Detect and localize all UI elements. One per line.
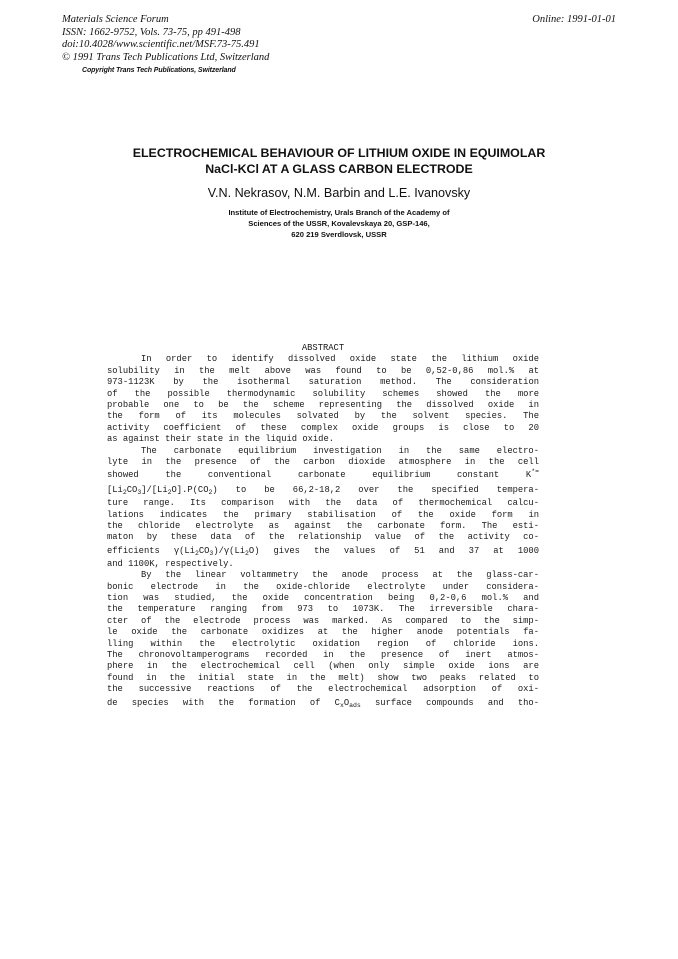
subscript: ads <box>349 701 361 709</box>
abstract-line: solubility in the melt above was found to be 0,52-0,86 mol.% at <box>107 365 539 376</box>
affiliation-line-1: Institute of Electrochemistry, Urals Branch of the Academy of <box>228 208 450 217</box>
abstract-text: efficients γ(Li <box>107 545 195 556</box>
abstract-line: lling within the electrolytic oxidation region of chloride ions. <box>107 638 539 649</box>
abstract-line: the chloride electrolyte as against the carbonate form. The esti- <box>107 521 539 532</box>
abstract-text: CO <box>126 485 138 496</box>
abstract-line-formula <box>107 544 539 559</box>
subscript: 2 <box>245 549 249 557</box>
subscript: 2 <box>194 549 199 557</box>
affiliation-line-2: Sciences of the USSR, Kovalevskaya 20, GSP-146, <box>248 219 430 229</box>
subscript: 2 <box>167 489 172 497</box>
abstract-line: lations indicates the primary stabilisation of the oxide form in <box>107 509 539 520</box>
abstract-line: le oxide the carbonate oxidizes at the higher anode potentials fa- <box>107 627 539 638</box>
subscript: x <box>339 701 344 709</box>
abstract-line: bonic electrode in the oxide-chloride electrolyte under considera- <box>107 581 539 592</box>
title-line-1: ELECTROCHEMICAL BEHAVIOUR OF LITHIUM OXIDE IN EQUIMOLAR <box>132 146 546 160</box>
title-line-2: NaCl-KCl AT A GLASS CARBON ELECTRODE <box>205 162 473 176</box>
abstract-line: and 1100K, respectively. <box>107 558 234 569</box>
issn-line: ISSN: 1662-9752, Vols. 73-75, pp 491-498 <box>62 26 241 38</box>
abstract-heading: ABSTRACT <box>301 343 345 353</box>
abstract-text: O <box>343 697 350 708</box>
subscript: 2 <box>122 489 127 497</box>
subscript: 3 <box>137 489 142 497</box>
doi-line: doi:10.4028/www.scientific.net/MSF.73-75.491 <box>62 39 260 51</box>
publisher-line: © 1991 Trans Tech Publications Ltd, Switzerland <box>62 51 270 63</box>
abstract-line: maton by these data of the relationship value of the activity co- <box>107 532 539 543</box>
abstract-line: cter of the electrode process was marked. As compared to the simp- <box>107 615 539 626</box>
abstract-text: ) to be 66,2-18,2 over the specified tempera- <box>212 485 539 496</box>
abstract-line-formula <box>107 696 539 711</box>
affiliation <box>0 207 678 241</box>
subscript: 2 <box>208 489 213 497</box>
abstract-text: surface compounds and tho- <box>360 697 539 708</box>
abstract-text: showed the conventional carbonate equilibrium constant K <box>107 470 532 481</box>
abstract-text: O].P(CO <box>171 485 209 496</box>
abstract-line: activity coefficient of these complex oxide groups is close to 20 <box>107 422 539 433</box>
abstract-line: of the possible thermodynamic solubility schemes showed the more <box>107 388 539 399</box>
abstract-section <box>107 343 539 711</box>
abstract-line: the temperature ranging from 973 to 1073K. The irreversible chara- <box>107 604 539 615</box>
copyright-line: Copyright Trans Tech Publications, Switzerland <box>82 67 236 75</box>
abstract-line-formula <box>107 483 539 498</box>
publication-header <box>62 14 616 78</box>
paper-title <box>0 145 678 177</box>
abstract-line: the form of its molecules solvated by the solvent species. The <box>107 411 539 422</box>
abstract-line-equation <box>107 468 539 483</box>
abstract-text: CO <box>198 545 210 556</box>
abstract-line: The carbonate equilibrium investigation in the same electro- <box>141 445 539 456</box>
abstract-line: 973-1123K by the isothermal saturation method. The consideration <box>107 377 539 388</box>
abstract-text: de species with the formation of C <box>107 697 340 708</box>
abstract-line: the successive reactions of the electrochemical adsorption of oxi- <box>107 684 539 695</box>
superscript: *= <box>531 468 539 476</box>
abstract-text: [Li <box>107 485 123 496</box>
subscript: 3 <box>209 549 214 557</box>
abstract-line: phere in the electrochemical cell (when only simple oxide ions are <box>107 661 539 672</box>
affiliation-line-3: 620 219 Sverdlovsk, USSR <box>291 230 387 240</box>
abstract-line: In order to identify dissolved oxide state the lithium oxide <box>141 354 539 365</box>
abstract-line: The chronovoltamperograms recorded in the presence of inert atmos- <box>107 650 539 660</box>
authors: V.N. Nekrasov, N.M. Barbin and L.E. Ivanovsky <box>207 186 471 200</box>
abstract-line: tion was studied, the oxide concentration being 0,2-0,6 mol.% and <box>107 593 539 604</box>
online-date: Online: 1991-01-01 <box>532 14 616 25</box>
abstract-line: as against their state in the liquid oxide. <box>107 434 334 445</box>
abstract-text: )/γ(Li <box>213 545 246 556</box>
abstract-line: lyte in the presence of the carbon dioxide atmosphere in the cell <box>107 456 539 467</box>
abstract-line: probable one to be the scheme representing the dissolved oxide in <box>107 399 539 410</box>
abstract-text: ]/[Li <box>141 485 168 496</box>
abstract-line: By the linear voltammetry the anode process at the glass-car- <box>141 570 539 581</box>
abstract-line: ture range. Its comparison with the data of thermochemical calcu- <box>107 498 539 509</box>
journal-name: Materials Science Forum <box>62 14 169 25</box>
abstract-text: O) gives the values of 51 and 37 at 1000 <box>248 545 539 556</box>
abstract-line: found in the initial state in the melt) show two peaks related to <box>107 672 539 683</box>
